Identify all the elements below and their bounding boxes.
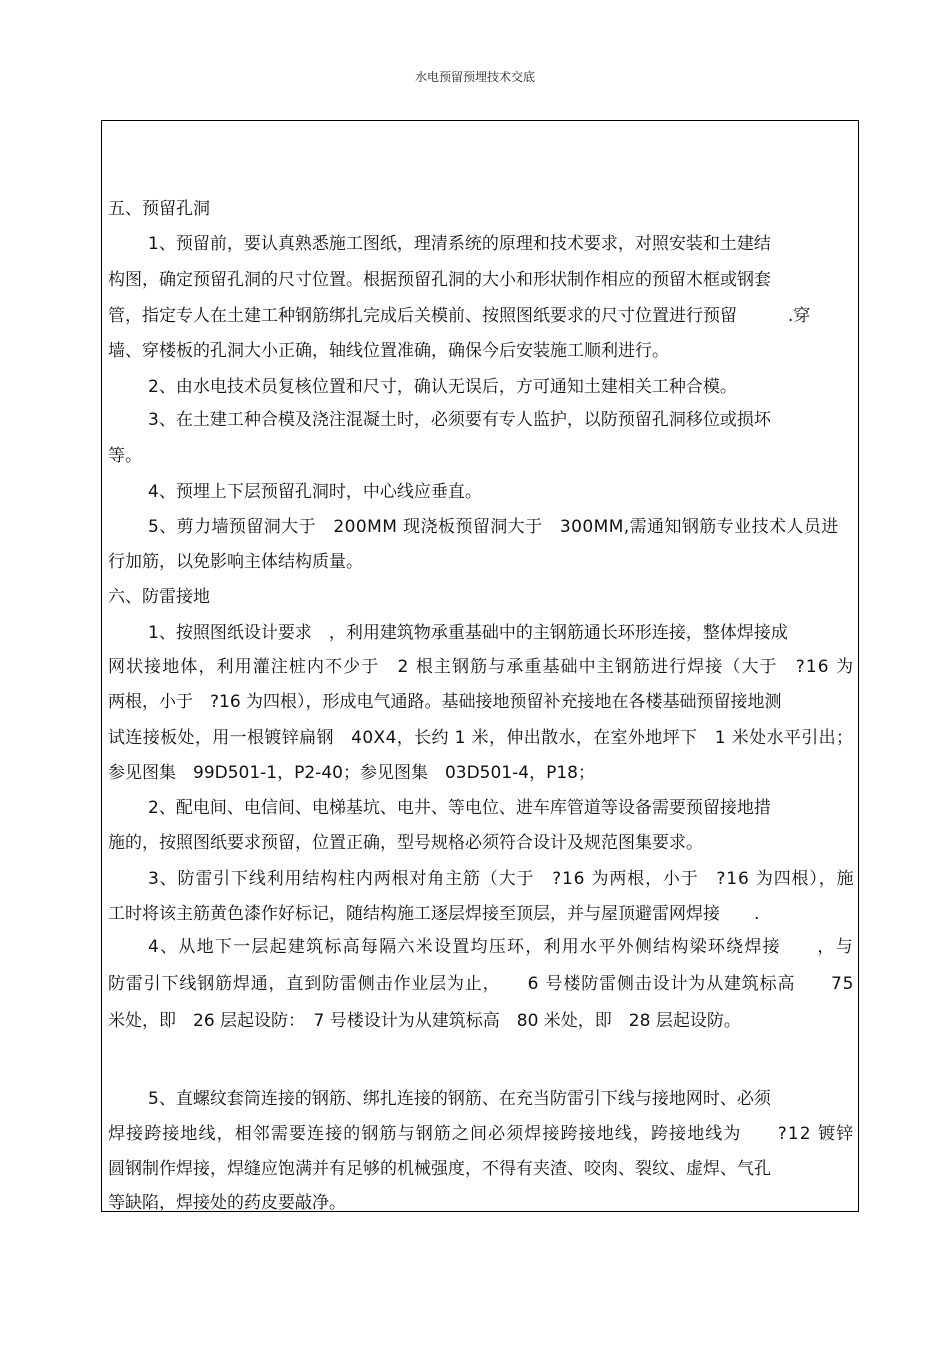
text-line: 焊接跨接地线，相邻需要连接的钢筋与钢筋之间必须焊接跨接地线，跨接地线为 ?12 镀锌	[108, 1124, 855, 1144]
text-line: 参见图集 99D501-1，P2-40；参见图集 03D501-4，P18；	[108, 763, 595, 783]
text-line: 施的，按照图纸要求预留，位置正确，型号规格必须符合设计及规范图集要求。	[108, 833, 703, 853]
text-line: 4、预埋上下层预留孔洞时，中心线应垂直。	[148, 482, 482, 502]
text-line: 3、在土建工种合模及浇注混凝土时，必须要有专人监护，以防预留孔洞移位或损坏	[148, 410, 771, 430]
text-line: 构图，确定预留孔洞的尺寸位置。根据预留孔洞的大小和形状制作相应的预留木框或钢套	[108, 270, 771, 290]
text-line: 等。	[108, 446, 142, 466]
text-line: 网状接地体，利用灌注桩内不少于 2 根主钢筋与承重基础中主钢筋进行焊接（大于 ?16 为	[108, 657, 855, 677]
text-line: 米处，即 26 层起设防： 7 号楼设计为从建筑标高 80 米处，即 28 层起设防。	[108, 1011, 741, 1031]
text-line: 管，指定专人在土建工种钢筋绑扎完成后关模前、按照图纸要求的尺寸位置进行预留 .穿	[108, 306, 811, 326]
text-line: 4、从地下一层起建筑标高每隔六米设置均压环，利用水平外侧结构梁环绕焊接 ，与	[148, 937, 854, 957]
text-line: 等缺陷，焊接处的药皮要敲净。	[108, 1193, 346, 1213]
text-line: 5、直螺纹套筒连接的钢筋、绑扎连接的钢筋、在充当防雷引下线与接地网时、必须	[148, 1089, 771, 1109]
text-line: 试连接板处，用一根镀锌扁钢 40X4，长约 1 米，伸出散水，在室外地坪下 1 米处水平引出；	[108, 728, 854, 748]
page-header: 水电预留预埋技术交底	[414, 70, 535, 84]
text-line: 墙、穿楼板的孔洞大小正确，轴线位置准确，确保今后安装施工顺利进行。	[108, 341, 669, 361]
text-line: 1、按照图纸设计要求 ，利用建筑物承重基础中的主钢筋通长环形连接，整体焊接成	[148, 623, 788, 643]
text-line: 五、预留孔洞	[108, 199, 210, 219]
text-line: 1、预留前，要认真熟悉施工图纸，理清系统的原理和技术要求，对照安装和土建结	[148, 234, 771, 254]
text-line: 工时将该主筋黄色漆作好标记，随结构施工逐层焊接至顶层，并与屋顶避雷网焊接 .	[108, 904, 760, 924]
text-line: 5、剪力墙预留洞大于 200MM 现浇板预留洞大于 300MM,需通知钢筋专业技术人员进	[148, 517, 839, 537]
text-line: 六、防雷接地	[108, 587, 210, 607]
text-line: 3、防雷引下线利用结构柱内两根对角主筋（大于 ?16 为两根，小于 ?16 为四根），施	[148, 869, 855, 889]
text-line: 2、配电间、电信间、电梯基坑、电井、等电位、进车库管道等设备需要预留接地措	[148, 798, 771, 818]
text-line: 圆钢制作焊接，焊缝应饱满并有足够的机械强度，不得有夹渣、咬肉、裂纹、虚焊、气孔	[108, 1159, 771, 1179]
text-line: 防雷引下线钢筋焊通，直到防雷侧击作业层为止， 6 号楼防雷侧击设计为从建筑标高 75	[108, 974, 855, 994]
text-line: 2、由水电技术员复核位置和尺寸，确认无误后，方可通知土建相关工种合模。	[148, 377, 737, 397]
text-line: 两根，小于 ?16 为四根），形成电气通路。基础接地预留补充接地在各楼基础预留接地测	[108, 692, 782, 712]
text-line: 行加筋，以免影响主体结构质量。	[108, 552, 363, 572]
